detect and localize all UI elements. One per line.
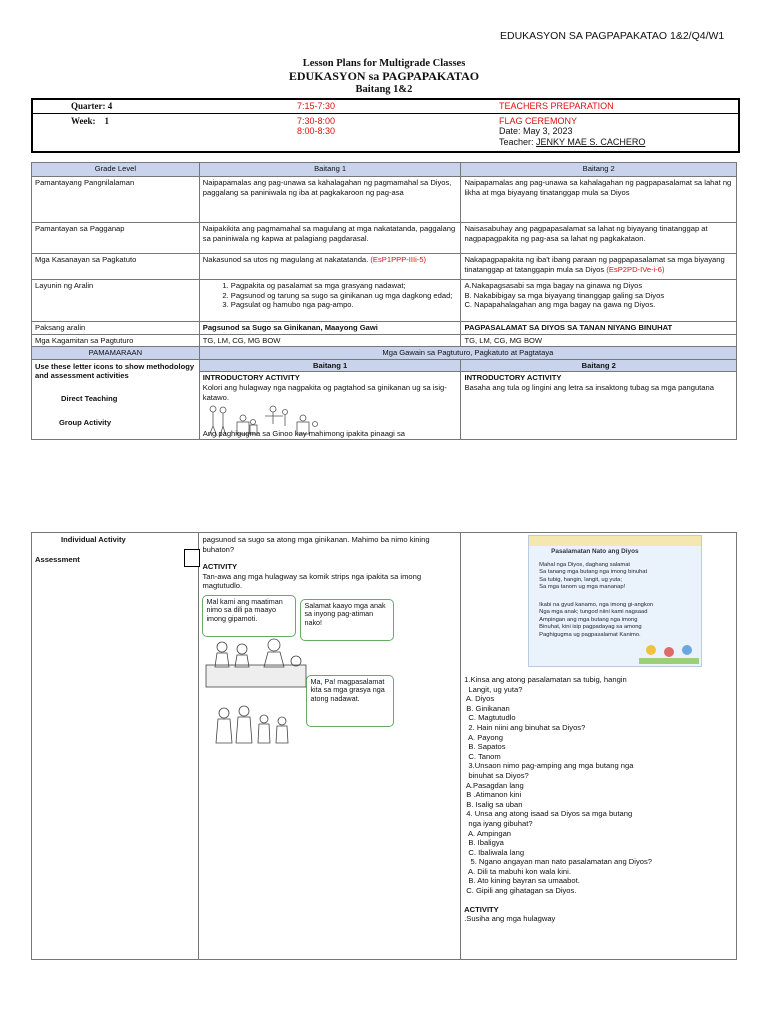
speech-bubble: Mal kami ang maatiman nimo sa dili pa maayo imong gipamoti. xyxy=(202,595,296,637)
time-slot-1: 7:15-7:30 xyxy=(297,101,336,111)
poem-stanza-2: Ikabi na gyud kanamo, nga imong gi-angkon Nga mga anak; tungod niini kami nagsaad Ampingan ang mga butang nga imong Binuhat, kini isip pagpadayag sa among Paghigugma ug pagpasalamat Kanimo. xyxy=(539,602,654,638)
kids-decoration-icon xyxy=(639,640,699,664)
gawain-header: Mga Gawain sa Pagtuturo, Pagkatuto at Pagtataya xyxy=(199,347,736,360)
lesson-grid: Grade Level Baitang 1 Baitang 2 Pamantayang Pangnilalaman Naipapamalas ang pag-unawa sa kahalagahan ng pagmamahal sa Diyos, paggalang sa paniniwala ng iba at pagkakaroon ng pag-asa Naipapamalas ang pag-unawa sa kahalagahan ng pagpapasalamat sa lahat ng likha at mga biyayang tinatanggap mula sa Diyos Pamantayan sa Pagganap Naipakikita ang pagmamahal sa magulang at mga nakatatanda, paggalang sa paniniwala ng kapwa at palagiang pagdarasal. Naisasabuhay ang pagpapasalamat sa lahat ng biyayang tinatanggap at nagpapagpakita ng pag-asa sa lahat ng pagkakataon. Mga Kasanayan sa Pagkatuto Nakasunod sa utos ng magulang at nakatatanda. (EsP1PPP-IIIi-5) Nakapagpapakita ng iba't ibang paraan ng pagpapasalamat sa mga biyayang tinatanggap at tatanggapin mula sa Diyos (EsP2PD-IVe-i-6) Layunin ng Aralin 1. Pagpakita og pasalamat sa mga grasyang nadawat; 2. Pagsunod og tarung sa sugo sa ginikanan ug mga dagkong edad; 3. Pagsulat og hamubo nga pag-ampo. A.Nakapagsasabi sa mga bagay na ginawa ng Diyos B. Nakabibigay sa mga biyayang tinanggap galing sa Diyos C. Napapahalagahan ang mga bagay na gawa ng Diyos. Paksang aralin Pagsunod sa Sugo sa Ginikanan, Maayong Gawi PAGPASALAMAT SA DIYOS SA TANAN NIYANG BINUHAT Mga Kagamitan sa Pagtuturo TG, LM, CG, MG BOW TG, LM, CG, MG BOW PAMAMARAAN Mga Gawain sa Pagtuturo, Pagkatuto at Pagtataya Use these letter icons to show methodology and assessment activities Direct Teaching Group Activity Baitang 1 Baitang 2 INTRODUCTORY ACTIVITY Kolori ang hulagway nga nagpakita og pagtahod sa ginikanan ug sa isig-katawo. Ang paghigugma sa Ginoo kay mahimong ipakita pinaagi sa INTRODUCTORY ACTIVITY Basaha ang tula og lingini ang letra sa insaktong tubag sa mga pangutana xyxy=(31,162,737,440)
poem-title: Pasalamatan Nato ang Diyos xyxy=(551,548,639,555)
comic-strip xyxy=(202,595,402,755)
individual-activity-label: Individual Activity xyxy=(61,535,126,544)
quiz-questions: 1.Kinsa ang atong pasalamatan sa tubig, hangin Langit, ug yuta? A. Diyos B. Ginikanan C. Magtutudlo 2. Hain niini ang binuhat sa Diyos? A. Payong B. Sapatos C. Tanom 3.Unsaon nimo pag-amping ang mga butang nga binuhat sa Diyos? A.Pasagdan lang B .Atimanon kini B. Isalig sa uban 4. Unsa ang atong isaad sa Diyos sa mga butang nga iyang gibuhat? A. Ampingan B. Ibaligya C. Ibaliwala lang 5. Ngano angayan man nato pasalamatan ang Diyos? A. Dili ta mabuhi kon wala kini. B. Ato kining bayran sa umaabot. C. Gipili ang gihatagan sa Diyos. xyxy=(464,675,653,896)
comic-family-picture xyxy=(202,635,312,693)
time-slot-3: 8:00-8:30 xyxy=(297,126,336,136)
title-line2: EDUKASYON sa PAGPAPAKATAO xyxy=(288,69,480,83)
poem-stanza-1: Mahal nga Diyos, daghang salamat Sa tanang mga butang nga imong binuhat Sa tubig, hangin, langit, ug yuta; Sa mga tanom ug mga mananap! xyxy=(539,562,648,591)
pamamaraan-header: PAMAMARAAN xyxy=(32,347,200,360)
group-activity-label: Group Activity xyxy=(59,417,112,427)
methods-note: Use these letter icons to show methodology and assessment activities xyxy=(35,361,195,381)
sub-header-baitang1: Baitang 1 xyxy=(199,359,461,372)
title-line1: Lesson Plans for Multigrade Classes xyxy=(302,58,466,69)
title-line3: Baitang 1&2 xyxy=(355,84,413,95)
table-row: Pamantayan sa Pagganap Naipakikita ang pagmamahal sa magulang at mga nakatatanda, paggalang sa paniniwala ng kapwa at palagiang pagdarasal. Naisasabuhay ang pagpapasalamat sa lahat ng biyayang tinatanggap at nagpapagpakita ng pag-asa sa lahat ng pagkakataon. xyxy=(32,223,737,254)
speech-bubble: Salamat kaayo mga anak sa inyong pag-atiman nako! xyxy=(300,599,394,641)
header-code: EDUKASYON SA PAGPAPAKATAO 1&2/Q4/W1 xyxy=(500,30,725,42)
activity2-title: ACTIVITY xyxy=(464,904,499,914)
title-block xyxy=(0,58,768,95)
baitang1-header: Baitang 1 xyxy=(199,163,461,177)
table-row: Mga Kasanayan sa Pagkatuto Nakasunod sa utos ng magulang at nakatatanda. (EsP1PPP-IIIi-5) Nakapagpapakita ng iba't ibang paraan ng pagpapasalamat sa mga biyayang tinatanggap at tatanggapin mula sa Diyos (EsP2PD-IVe-i-6) xyxy=(32,254,737,280)
time-slot-2: 7:30-8:00 xyxy=(297,116,336,126)
assessment-label: Assessment xyxy=(35,554,80,564)
direct-teaching-label: Direct Teaching xyxy=(61,393,118,403)
comic-praying-picture xyxy=(202,703,312,753)
activity2-text: .Susiha ang mga hulagway xyxy=(464,914,556,924)
lesson-grid-continued: Individual Activity Assessment pagsunod sa sugo sa atong mga ginikanan. Mahimo ba nimo kining buhaton? ACTIVITY Tan-awa ang mga hulagway sa komik strips nga ipakita sa imong magtutudlo. Mal kami ang maatiman nimo sa dili pa maayo imong gipamoti. Salamat kaayo mga anak sa inyong pag-atiman nako! Ma, Pa! magpasalamat kita sa mga grasya nga atong nadawat. Pasalamatan Nato ang Diyos Mahal nga Diyos, daghang salamat Sa tanang mga butang nga imong binuhat Sa tubig, hangin, langit, ug yuta; Sa mga tanom ug mga mananap! Ikabi na gyud kanamo, nga imong gi-angkon Nga mga anak; tungod niini kami nagsaad Ampingan ang mga butang nga imong Binuhat, kini isip pagpadayag sa among Paghigugma ug pagpasalamat Kanimo. 1.Kinsa ang atong pasalamatan sa tubig, hangin Langit, ug yuta? A. Diyos B. Ginikanan C. Magtutudlo 2. Hain niini ang binuhat sa Diyos? A. Payong B. Sapatos C. Tanom 3.Unsaon nimo pag-amping ang mga butang nga binuhat sa Diyos? A.Pasagdan lang B .Atimanon kini B. Isalig sa uban 4. Unsa ang atong isaad sa Diyos sa mga butang nga iyang gibuhat? A. Ampingan B. Ibaligya C. Ibaliwala lang 5. Ngano angayan man nato pasalamatan ang Diyos? A. Dili ta mabuhi kon wala kini. B. Ato kining bayran sa umaabot. C. Gipili ang gihatagan sa Diyos. ACTIVITY .Susiha ang mga hulagway xyxy=(31,532,737,960)
poem-card xyxy=(528,535,702,667)
sub-header-baitang2: Baitang 2 xyxy=(461,359,737,372)
activity-1: TEACHERS PREPARATION xyxy=(499,101,614,111)
table-row: Mga Kagamitan sa Pagtuturo TG, LM, CG, MG BOW TG, LM, CG, MG BOW xyxy=(32,334,737,347)
table-row: Layunin ng Aralin 1. Pagpakita og pasalamat sa mga grasyang nadawat; 2. Pagsunod og tarung sa sugo sa ginikanan ug mga dagkong edad; 3. Pagsulat og hamubo nga pag-ampo. A.Nakapagsasabi sa mga bagay na ginawa ng Diyos B. Nakabibigay sa mga biyayang tinanggap galing sa Diyos C. Napapahalagahan ang mga bagay na gawa ng Diyos. xyxy=(32,280,737,322)
table-row: Pamantayang Pangnilalaman Naipapamalas ang pag-unawa sa kahalagahan ng pagmamahal sa Diyos, paggalang sa paniniwala ng iba at pagkakaroon ng pag-asa Naipapamalas ang pag-unawa sa kahalagahan ng pagpapasalamat sa lahat ng likha at mga biyayang tinatanggap mula sa Diyos xyxy=(32,177,737,223)
teacher: Teacher: JENKY MAE S. CACHERO xyxy=(499,137,646,147)
speech-bubble: Ma, Pa! magpasalamat kita sa mga grasya nga atong nadawat. xyxy=(306,675,394,727)
schedule-box xyxy=(31,98,740,153)
baitang2-header: Baitang 2 xyxy=(461,163,737,177)
quarter-label: Quarter: 4 xyxy=(71,101,113,111)
date: Date: May 3, 2023 xyxy=(499,126,573,136)
activity-2: FLAG CEREMONY xyxy=(499,116,578,126)
table-row: Paksang aralin Pagsunod sa Sugo sa Ginikanan, Maayong Gawi PAGPASALAMAT SA DIYOS SA TANAN NIYANG BINUHAT xyxy=(32,322,737,335)
week-label: Week: 1 xyxy=(71,116,109,126)
grade-level-header: Grade Level xyxy=(32,163,200,177)
